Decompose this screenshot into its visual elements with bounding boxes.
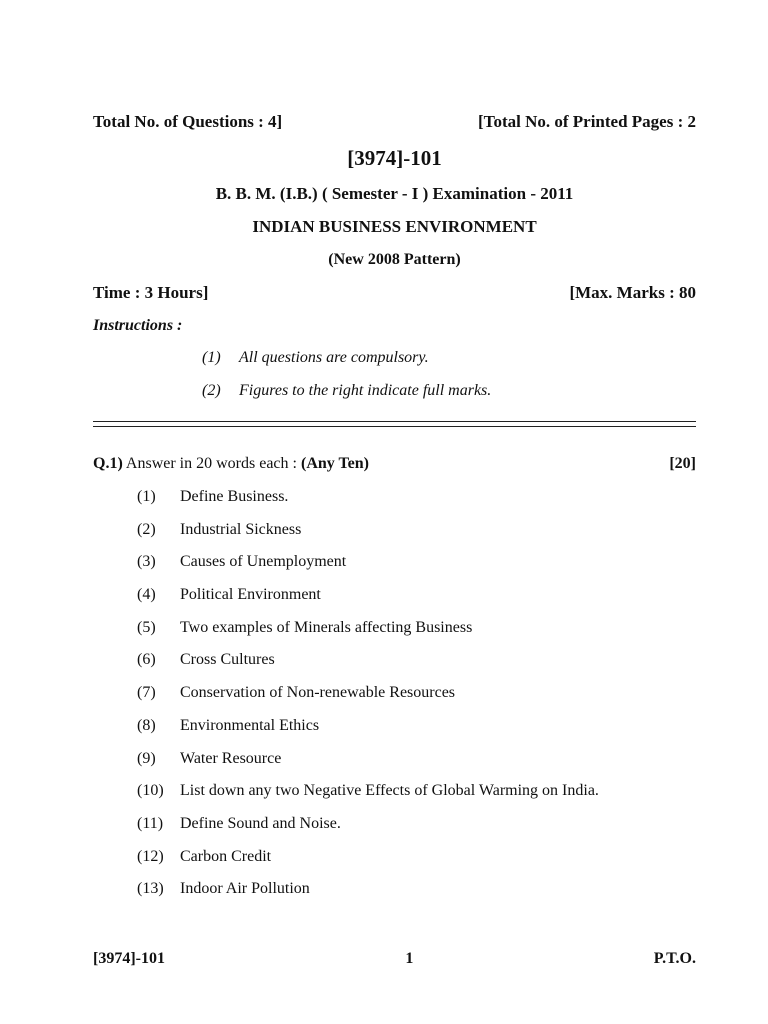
item-text: Environmental Ethics xyxy=(180,716,320,734)
list-item xyxy=(137,519,697,552)
question-marks: [20] xyxy=(669,455,696,472)
instruction-text: All questions are compulsory. xyxy=(239,349,429,366)
item-number: (7) xyxy=(137,684,156,702)
item-number: (5) xyxy=(137,618,156,636)
instruction-number: (2) xyxy=(202,382,221,399)
pto-label: P.T.O. xyxy=(653,950,696,967)
item-number: (2) xyxy=(137,520,156,538)
instruction-number: (1) xyxy=(202,349,221,366)
item-text: Water Resource xyxy=(180,749,282,767)
max-marks: [Max. Marks : 80 xyxy=(569,283,696,302)
item-number: (11) xyxy=(137,814,164,832)
item-number: (4) xyxy=(137,586,156,604)
header-top-line xyxy=(93,112,696,132)
list-item xyxy=(137,584,697,617)
question-1-header xyxy=(93,455,696,473)
exam-line: B. B. M. (I.B.) ( Semester - I ) Examination - 2011 xyxy=(215,184,574,203)
item-text: Political Environment xyxy=(180,586,321,604)
item-number: (1) xyxy=(137,488,156,505)
item-number: (10) xyxy=(137,782,164,800)
list-item xyxy=(137,649,697,682)
list-item xyxy=(137,682,697,715)
list-item xyxy=(137,748,697,781)
item-number: (13) xyxy=(137,880,164,898)
item-text: Industrial Sickness xyxy=(180,520,302,538)
divider-bottom xyxy=(93,426,696,427)
item-text: Define Sound and Noise. xyxy=(180,814,341,832)
question-choice: (Any Ten) xyxy=(300,455,370,472)
list-item xyxy=(137,846,697,879)
total-questions: Total No. of Questions : 4] xyxy=(93,112,283,131)
list-item xyxy=(137,551,697,584)
footer-code: [3974]-101 xyxy=(93,950,165,967)
item-number: (8) xyxy=(137,716,156,734)
item-text: Two examples of Minerals affecting Business xyxy=(180,618,473,636)
list-item xyxy=(137,878,697,911)
question-1-items xyxy=(137,486,697,911)
item-text: Define Business. xyxy=(180,488,289,505)
subject-title: INDIAN BUSINESS ENVIRONMENT xyxy=(252,217,537,236)
item-number: (6) xyxy=(137,651,156,669)
list-item xyxy=(137,617,697,650)
item-text: Causes of Unemployment xyxy=(180,553,347,571)
paper-code: [3974]-101 xyxy=(347,146,442,170)
question-prompt: Answer in 20 words each : xyxy=(125,455,297,472)
pattern-line: (New 2008 Pattern) xyxy=(328,251,461,268)
list-item xyxy=(137,780,697,813)
list-item xyxy=(137,813,697,846)
instruction-item xyxy=(202,349,429,367)
divider-top xyxy=(93,421,696,422)
item-text: Carbon Credit xyxy=(180,847,272,865)
list-item xyxy=(137,486,697,519)
instruction-item xyxy=(202,382,491,400)
instruction-text: Figures to the right indicate full marks. xyxy=(239,382,492,399)
time-marks-line xyxy=(93,283,696,303)
item-text: Conservation of Non-renewable Resources xyxy=(180,684,456,702)
item-number: (9) xyxy=(137,749,156,767)
time: Time : 3 Hours] xyxy=(93,283,209,302)
question-label: Q.1) xyxy=(93,455,123,472)
page-footer xyxy=(93,950,696,968)
total-pages: [Total No. of Printed Pages : 2 xyxy=(478,112,696,131)
list-item xyxy=(137,715,697,748)
item-text: Indoor Air Pollution xyxy=(180,880,310,898)
item-text: List down any two Negative Effects of Global Warming on India. xyxy=(180,782,599,800)
item-number: (12) xyxy=(137,847,164,865)
item-number: (3) xyxy=(137,553,156,571)
question-1-prompt-line xyxy=(93,455,369,473)
page-number: 1 xyxy=(405,950,414,967)
instructions-title: Instructions : xyxy=(93,317,183,334)
item-text: Cross Cultures xyxy=(180,651,275,669)
